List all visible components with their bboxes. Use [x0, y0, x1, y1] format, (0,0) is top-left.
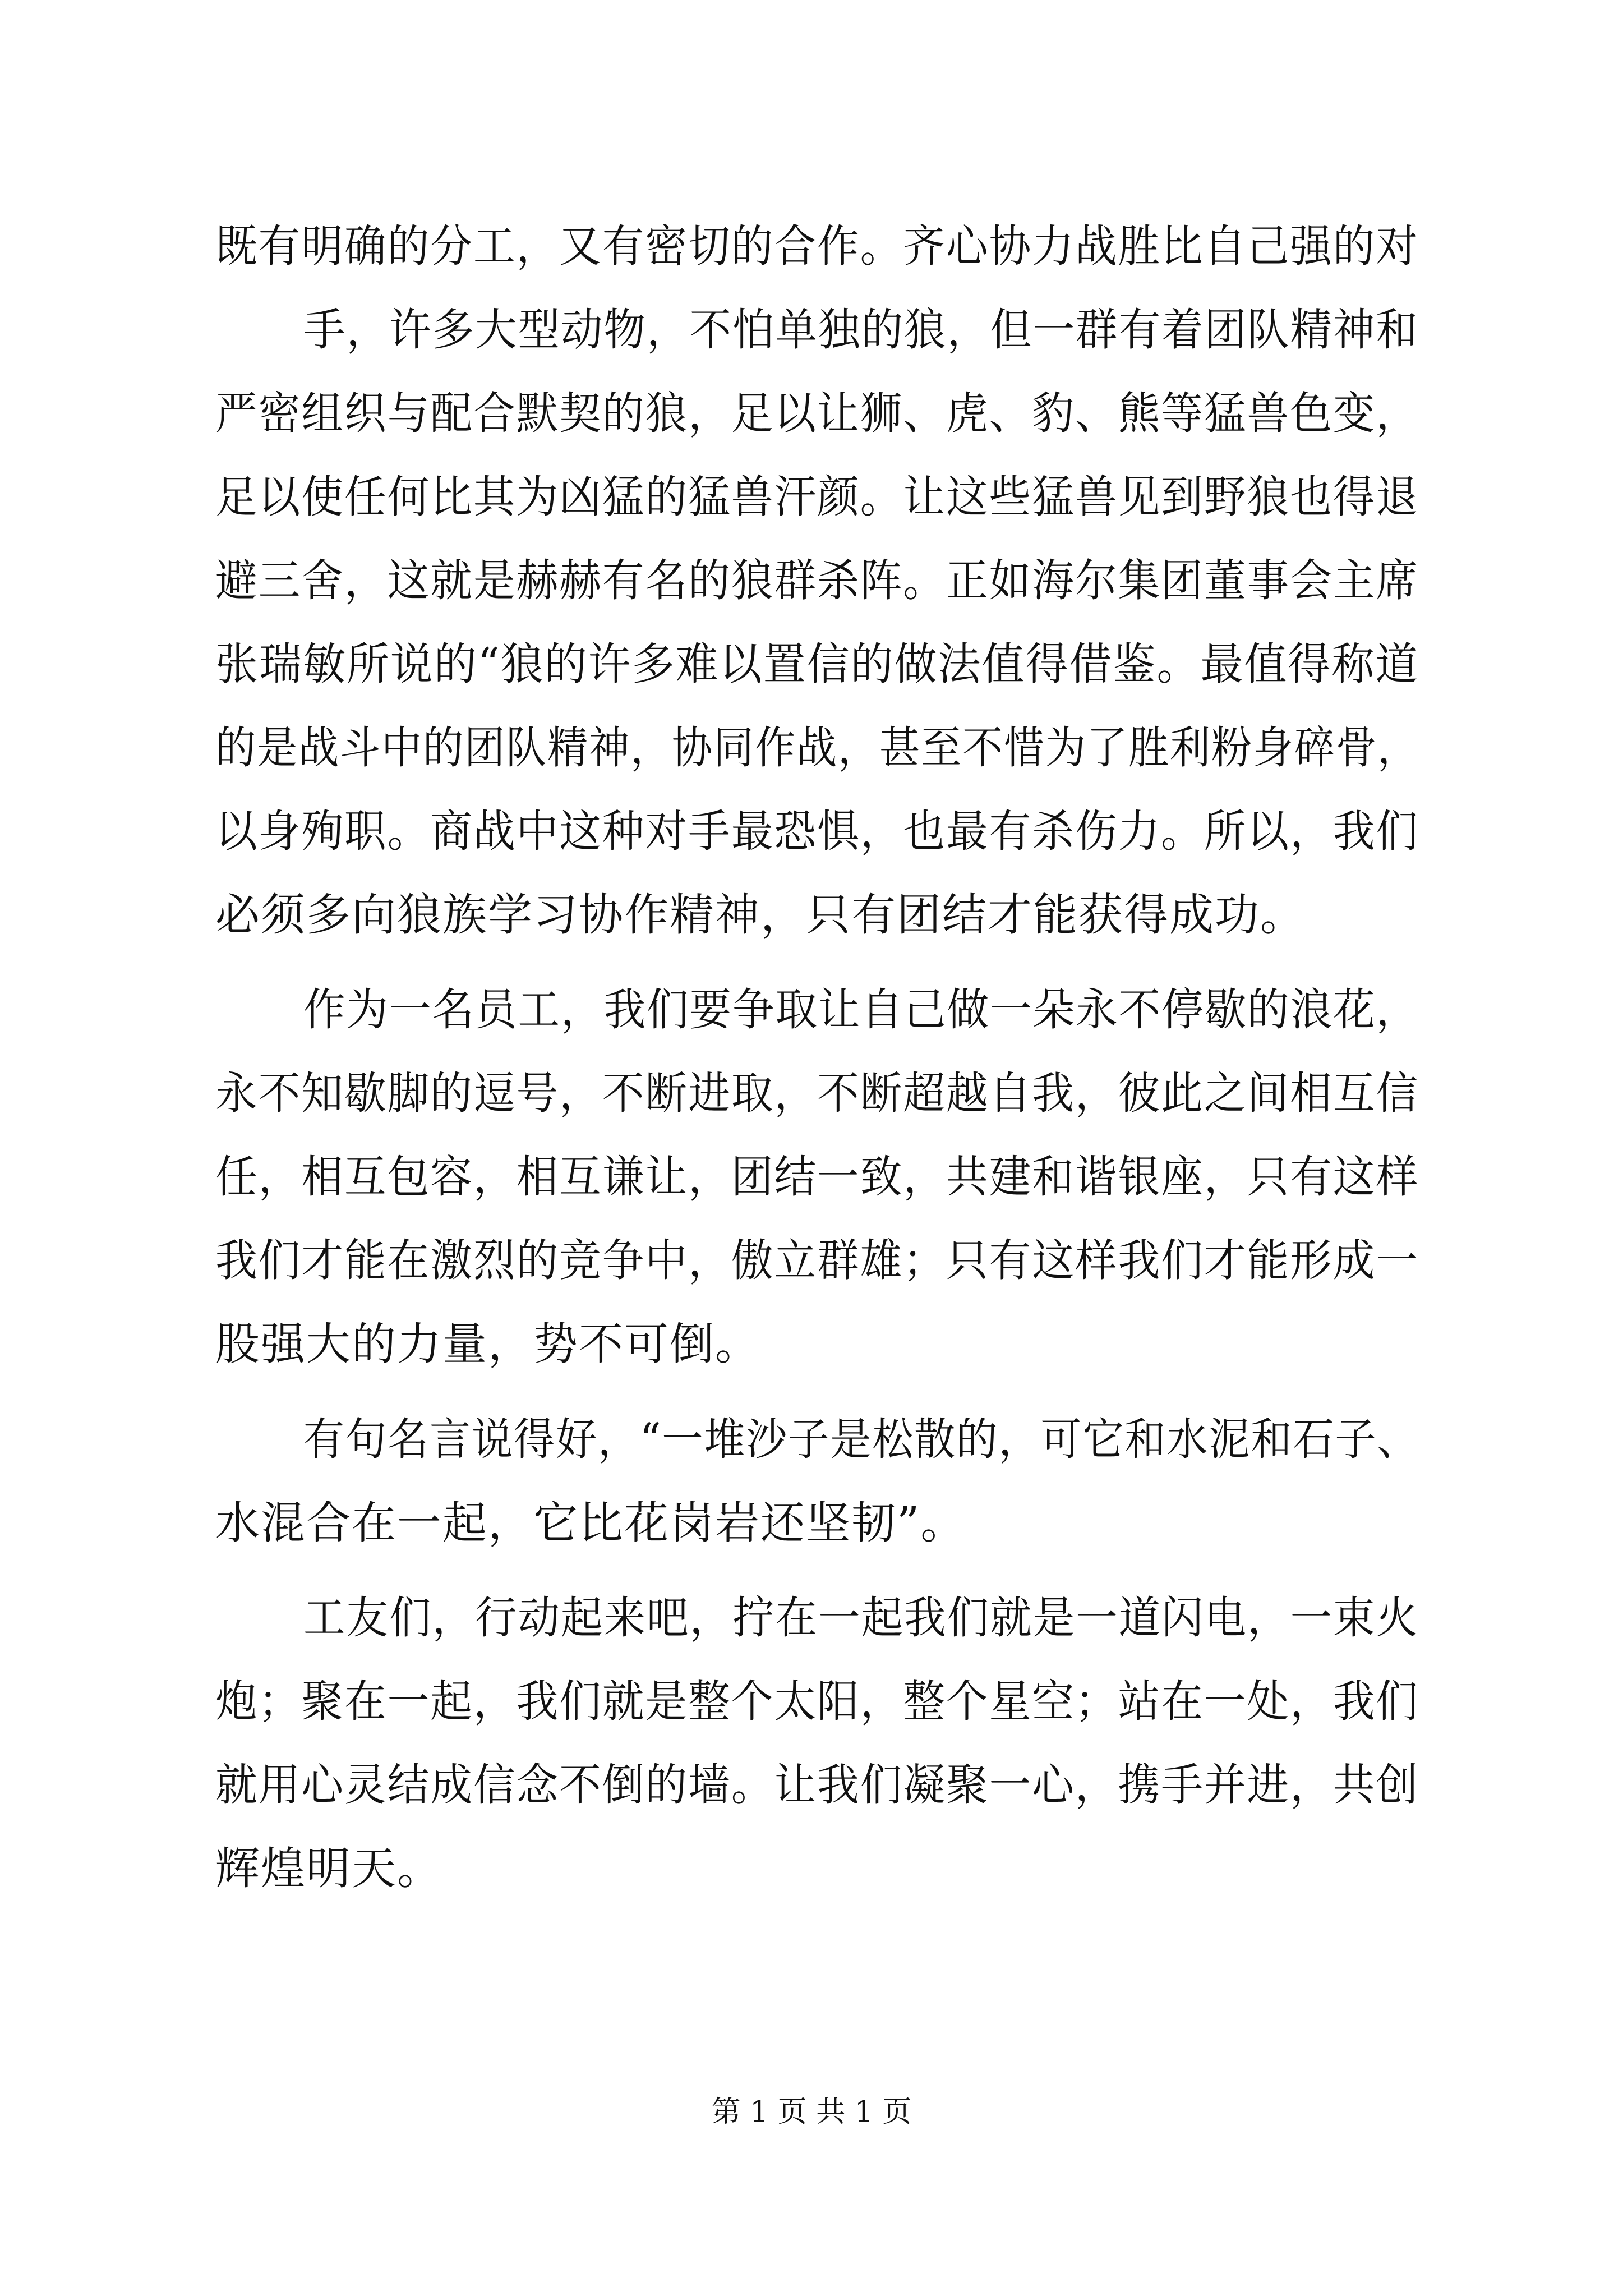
- text-line-7: 的是战斗中的团队精神，协同作战，甚至不惜为了胜利粉身碎骨，: [215, 722, 1419, 774]
- text-line-16: 水混合在一起，它比花岗岩还坚韧”。: [215, 1497, 966, 1549]
- text-line-18: 炮；聚在一起，我们就是整个太阳，整个星空；站在一处，我们: [215, 1676, 1419, 1727]
- text-line-5: 避三舍，这就是赫赫有名的狼群杀阵。正如海尔集团董事会主席: [215, 555, 1419, 606]
- text-line-19: 就用心灵结成信念不倒的墙。让我们凝聚一心，携手并进，共创: [215, 1759, 1419, 1811]
- text-line-11: 永不知歇脚的逗号，不断进取，不断超越自我，彼此之间相互信: [215, 1068, 1419, 1119]
- text-line-8: 以身殉职。商战中这种对手最恐惧，也最有杀伤力。所以，我们: [215, 806, 1419, 857]
- text-line-15: 有句名言说得好，“一堆沙子是松散的，可它和水泥和石子、: [303, 1414, 1419, 1465]
- text-line-1: 既有明确的分工，又有密切的合作。齐心协力战胜比自己强的对: [215, 220, 1419, 272]
- text-line-13: 我们才能在激烈的竞争中，傲立群雄；只有这样我们才能形成一: [215, 1235, 1419, 1286]
- text-line-6: 张瑞敏所说的“狼的许多难以置信的做法值得借鉴。最值得称道: [215, 638, 1419, 690]
- text-line-4: 足以使任何比其为凶猛的猛兽汗颜。让这些猛兽见到野狼也得退: [215, 471, 1419, 523]
- text-line-3: 严密组织与配合默契的狼，足以让狮、虎、豹、熊等猛兽色变，: [215, 388, 1419, 439]
- text-line-9: 必须多向狼族学习协作精神，只有团结才能获得成功。: [215, 889, 1306, 941]
- page-number-footer: 第 1 页 共 1 页: [711, 2095, 912, 2129]
- text-line-10: 作为一名员工，我们要争取让自己做一朵永不停歇的浪花，: [303, 984, 1419, 1036]
- text-line-17: 工友们，行动起来吧，拧在一起我们就是一道闪电，一束火: [303, 1592, 1419, 1644]
- text-line-2: 手，许多大型动物，不怕单独的狼，但一群有着团队精神和: [303, 304, 1419, 356]
- text-line-14: 股强大的力量，势不可倒。: [215, 1318, 760, 1370]
- text-line-20: 辉煌明天。: [215, 1843, 442, 1894]
- text-line-12: 任，相互包容，相互谦让，团结一致，共建和谐银座，只有这样: [215, 1151, 1419, 1203]
